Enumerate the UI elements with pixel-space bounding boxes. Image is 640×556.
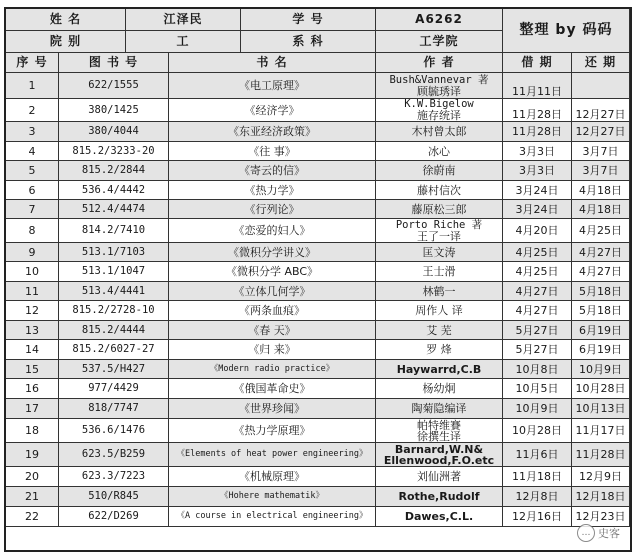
row-return-date: 11月17日 [572,419,630,443]
row-title: 《立体几何学》 [169,282,376,301]
row-author [376,161,503,181]
row-title: 《往 事》 [169,142,376,161]
row-callno: 513.1/7103 [59,243,169,262]
row-callno: 815.2/2728-10 [59,301,169,321]
row-callno: 623.5/B259 [59,443,169,467]
row-callno: 815.2/4444 [59,321,169,340]
row-seq: 4 [6,142,59,161]
row-borrow-date: 4月20日 [503,219,572,243]
author-line: 王士滑 [422,265,456,278]
row-title: 《机械原理》 [169,467,376,487]
row-borrow-date: 5月27日 [503,340,572,360]
column-header-author: 作 者 [376,53,503,73]
row-callno: 380/1425 [59,99,169,122]
row-title: 《寄云的信》 [169,161,376,181]
row-callno: 815.2/3233-20 [59,142,169,161]
row-callno: 537.5/H427 [59,360,169,379]
row-return-date: 4月18日 [572,200,630,219]
row-title: 《电工原理》 [169,73,376,99]
row-seq: 13 [6,321,59,340]
row-borrow-date: 3月3日 [503,142,572,161]
author-line: 藤原松三郎 [411,202,467,216]
brand-label: 整理 by 码码 [503,9,630,53]
row-author [376,122,503,142]
row-author [376,99,503,122]
row-callno: 623.3/7223 [59,467,169,487]
author-line: 匡文涛 [422,245,456,259]
row-return-date: 3月7日 [572,142,630,161]
row-callno: 815.2/6027-27 [59,340,169,360]
row-title: 《Modern radio practice》 [169,360,376,379]
row-seq: 22 [6,507,59,527]
column-header-borrow: 借 期 [503,53,572,73]
row-author [376,142,503,161]
row-seq: 6 [6,181,59,200]
id-label: 学 号 [241,9,376,31]
row-callno: 814.2/7410 [59,219,169,243]
row-callno: 622/1555 [59,73,169,99]
row-return-date: 12月9日 [572,467,630,487]
author-line: Barnard,W.N& [394,443,484,456]
row-return-date: 10月13日 [572,399,630,419]
id-value: A6262 [376,9,503,31]
row-author [376,507,503,527]
author-line: 罗 烽 [426,343,452,356]
author-line: 藤村信次 [417,183,461,197]
row-borrow-date: 3月3日 [503,161,572,181]
row-borrow-date: 11月11日 [503,73,572,99]
row-title: 《恋爱的妇人》 [169,219,376,243]
author-line: 周作人 译 [415,304,463,317]
row-title: 《微积分学讲义》 [169,243,376,262]
row-title: 《热力学原理》 [169,419,376,443]
row-return-date: 6月19日 [572,340,630,360]
row-callno: 380/4044 [59,122,169,142]
row-borrow-date: 3月24日 [503,200,572,219]
author-line: 林鹤一 [422,284,456,298]
author-line: 徐撰生译 [417,429,461,443]
row-seq: 15 [6,360,59,379]
borrowing-record-table [4,7,632,552]
row-callno: 622/D269 [59,507,169,527]
row-borrow-date: 10月5日 [503,379,572,399]
row-title: 《两条血痕》 [169,301,376,321]
row-callno: 536.6/1476 [59,419,169,443]
row-author [376,181,503,200]
row-borrow-date: 12月16日 [503,507,572,527]
row-seq: 19 [6,443,59,467]
row-return-date: 4月27日 [572,262,630,282]
row-callno: 513.1/1047 [59,262,169,282]
author-line: 冰心 [428,144,450,158]
row-callno: 818/7747 [59,399,169,419]
row-seq: 7 [6,200,59,219]
row-author [376,487,503,507]
row-title: 《世界珍闻》 [169,399,376,419]
row-author [376,243,503,262]
author-line: Porto Riche 著 [395,219,483,231]
watermark-text: 史客 [598,527,620,540]
row-borrow-date: 10月28日 [503,419,572,443]
author-line: 艾 芜 [426,323,452,337]
row-return-date: 12月27日 [572,122,630,142]
author-line: K.W.Bigelow [404,99,474,110]
row-seq: 21 [6,487,59,507]
row-seq: 12 [6,301,59,321]
author-line: 施存统译 [417,109,461,122]
row-title: 《微积分学 ABC》 [169,262,376,282]
row-return-date: 3月7日 [572,161,630,181]
author-line: Ellenwood,F.O.etc [383,453,495,467]
row-author [376,282,503,301]
row-return-date: 10月28日 [572,379,630,399]
college-label: 院 别 [6,31,126,53]
row-seq: 14 [6,340,59,360]
college-value: 工 [126,31,241,53]
row-author [376,399,503,419]
row-borrow-date: 4月27日 [503,282,572,301]
row-return-date: 4月18日 [572,181,630,200]
row-borrow-date: 11月28日 [503,99,572,122]
author-line: Dawes,C.L. [404,510,474,523]
row-borrow-date: 5月27日 [503,321,572,340]
row-return-date: 10月9日 [572,360,630,379]
row-borrow-date: 11月18日 [503,467,572,487]
author-line: 帕特维賽 [417,419,461,432]
row-callno: 815.2/2844 [59,161,169,181]
row-borrow-date: 4月27日 [503,301,572,321]
name-value: 江泽民 [126,9,241,31]
column-header-seq: 序 号 [6,53,59,73]
row-title: 《Hohere mathematik》 [169,487,376,507]
row-borrow-date: 12月8日 [503,487,572,507]
row-seq: 1 [6,73,59,99]
row-author [376,340,503,360]
row-seq: 2 [6,99,59,122]
watermark [577,524,620,542]
row-callno: 977/4429 [59,379,169,399]
chat-bubble-icon: … [577,524,595,542]
row-return-date: 6月19日 [572,321,630,340]
row-seq: 10 [6,262,59,282]
row-author [376,419,503,443]
row-seq: 20 [6,467,59,487]
row-seq: 5 [6,161,59,181]
row-callno: 513.4/4441 [59,282,169,301]
row-title: 《归 来》 [169,340,376,360]
column-header-title: 书 名 [169,53,376,73]
row-author [376,379,503,399]
row-borrow-date: 10月8日 [503,360,572,379]
row-seq: 18 [6,419,59,443]
row-seq: 17 [6,399,59,419]
row-seq: 9 [6,243,59,262]
row-callno: 536.4/4442 [59,181,169,200]
row-return-date: 4月27日 [572,243,630,262]
row-return-date: 5月18日 [572,282,630,301]
row-title: 《A course in electrical engineering》 [169,507,376,527]
author-line: 徐蔚南 [422,164,456,177]
author-line: 杨幼炯 [422,382,456,395]
name-label: 姓 名 [6,9,126,31]
row-author [376,321,503,340]
dept-value: 工学院 [376,31,503,53]
author-line: 顾毓琇译 [417,84,461,98]
author-line: Bush&Vannevar 著 [389,73,489,86]
row-title: 《东亚经济政策》 [169,122,376,142]
row-return-date: 5月18日 [572,301,630,321]
row-seq: 16 [6,379,59,399]
row-title: 《春 天》 [169,321,376,340]
row-return-date [572,73,630,99]
author-line: 木村曾太郎 [411,125,467,138]
row-title: 《行列论》 [169,200,376,219]
row-author [376,219,503,243]
row-author [376,467,503,487]
row-seq: 11 [6,282,59,301]
row-borrow-date: 3月24日 [503,181,572,200]
row-author [376,443,503,467]
row-title: 《俄国革命史》 [169,379,376,399]
row-borrow-date: 4月25日 [503,243,572,262]
author-line: 刘仙洲著 [417,470,461,483]
row-callno: 510/R845 [59,487,169,507]
author-line: 王了一译 [417,229,461,243]
row-return-date: 12月23日 [572,507,630,527]
row-author [376,301,503,321]
row-borrow-date: 11月6日 [503,443,572,467]
row-author [376,200,503,219]
row-title: 《Elements of heat power engineering》 [169,443,376,467]
author-line: 陶菊隐编译 [411,402,467,415]
row-title: 《热力学》 [169,181,376,200]
author-line: Haywarrd,C.B [396,362,482,376]
row-seq: 8 [6,219,59,243]
row-seq: 3 [6,122,59,142]
row-return-date: 4月25日 [572,219,630,243]
row-borrow-date: 10月9日 [503,399,572,419]
row-return-date: 12月18日 [572,487,630,507]
row-author [376,262,503,282]
row-return-date: 11月28日 [572,443,630,467]
row-borrow-date: 4月25日 [503,262,572,282]
row-return-date: 12月27日 [572,99,630,122]
column-header-callno: 图 书 号 [59,53,169,73]
column-header-return: 还 期 [572,53,630,73]
dept-label: 系 科 [241,31,376,53]
row-borrow-date: 11月28日 [503,122,572,142]
row-callno: 512.4/4474 [59,200,169,219]
row-author [376,360,503,379]
row-title: 《经济学》 [169,99,376,122]
row-author [376,73,503,99]
author-line: Rothe,Rudolf [398,490,480,503]
